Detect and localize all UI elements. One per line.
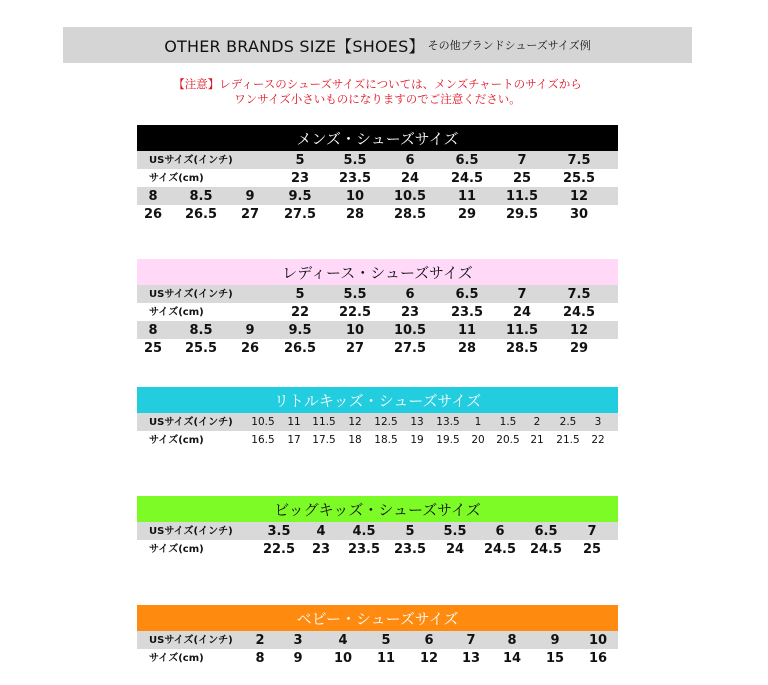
size-cell: 23 bbox=[400, 305, 420, 320]
size-cell: 6.5 bbox=[534, 524, 558, 539]
size-cell: 12 bbox=[348, 416, 362, 428]
size-cell: 9 bbox=[293, 651, 303, 666]
size-cell: 25 bbox=[143, 341, 163, 356]
cm-size-label: サイズ(cm) bbox=[149, 435, 204, 446]
size-cell: 10.5 bbox=[393, 189, 427, 204]
size-cell: 22 bbox=[290, 305, 310, 320]
mens-cm-row-2 bbox=[137, 205, 618, 223]
cm-size-label: サイズ(cm) bbox=[149, 544, 204, 555]
size-cell: 7 bbox=[466, 633, 476, 648]
big-kids-cm-row bbox=[137, 540, 618, 558]
size-cell: 27.5 bbox=[393, 341, 427, 356]
size-cell: 12.5 bbox=[374, 416, 398, 428]
baby-cm-row bbox=[137, 649, 618, 667]
size-cell: 12 bbox=[419, 651, 439, 666]
size-cell: 29 bbox=[569, 341, 589, 356]
big-kids-section-title: ビッグキッズ・シューズサイズ bbox=[137, 496, 618, 522]
size-cell: 6 bbox=[424, 633, 434, 648]
ladies-cm-row-1 bbox=[137, 303, 618, 321]
big-kids-us-row bbox=[137, 522, 618, 540]
size-cell: 23.5 bbox=[347, 542, 381, 557]
size-cell: 9 bbox=[550, 633, 560, 648]
size-cell: 9.5 bbox=[288, 189, 312, 204]
page-title: OTHER BRANDS SIZE【SHOES】 bbox=[164, 36, 425, 56]
size-cell: 8 bbox=[507, 633, 517, 648]
size-cell: 11.5 bbox=[505, 189, 539, 204]
size-cell: 25.5 bbox=[562, 171, 596, 186]
size-cell: 8.5 bbox=[189, 189, 213, 204]
size-cell: 8 bbox=[148, 323, 158, 338]
big-kids-size-table bbox=[137, 496, 618, 558]
mens-section-title: メンズ・シューズサイズ bbox=[137, 125, 618, 151]
mens-us-row-2 bbox=[137, 187, 618, 205]
size-cell: 8.5 bbox=[189, 323, 213, 338]
us-size-label: USサイズ(インチ) bbox=[149, 526, 233, 537]
us-size-label: USサイズ(インチ) bbox=[149, 289, 233, 300]
size-cell: 13 bbox=[461, 651, 481, 666]
size-cell: 29 bbox=[457, 207, 477, 222]
size-cell: 10.5 bbox=[251, 416, 275, 428]
size-cell: 7 bbox=[517, 287, 527, 302]
size-cell: 7 bbox=[517, 153, 527, 168]
size-cell: 26.5 bbox=[283, 341, 317, 356]
size-cell: 24.5 bbox=[529, 542, 563, 557]
size-cell: 24.5 bbox=[450, 171, 484, 186]
size-cell: 11.5 bbox=[505, 323, 539, 338]
size-cell: 28 bbox=[457, 341, 477, 356]
size-cell: 23 bbox=[311, 542, 331, 557]
size-cell: 24.5 bbox=[562, 305, 596, 320]
size-cell: 23.5 bbox=[450, 305, 484, 320]
size-cell: 4.5 bbox=[352, 524, 376, 539]
ladies-cm-row-2 bbox=[137, 339, 618, 357]
size-cell: 11 bbox=[457, 189, 477, 204]
size-cell: 27 bbox=[240, 207, 260, 222]
size-cell: 4 bbox=[316, 524, 326, 539]
size-cell: 20.5 bbox=[496, 434, 520, 446]
size-note bbox=[63, 77, 692, 107]
ladies-us-row-2 bbox=[137, 321, 618, 339]
size-cell: 25.5 bbox=[184, 341, 218, 356]
baby-section-title: ベビー・シューズサイズ bbox=[137, 605, 618, 631]
size-cell: 5.5 bbox=[343, 287, 367, 302]
size-cell: 3 bbox=[594, 416, 602, 428]
size-cell: 10.5 bbox=[393, 323, 427, 338]
size-cell: 30 bbox=[569, 207, 589, 222]
size-cell: 27.5 bbox=[283, 207, 317, 222]
size-cell: 26 bbox=[143, 207, 163, 222]
page-title-banner bbox=[63, 27, 692, 63]
size-cell: 5 bbox=[381, 633, 391, 648]
size-cell: 5 bbox=[295, 287, 305, 302]
size-cell: 12 bbox=[569, 189, 589, 204]
size-cell: 9 bbox=[245, 189, 255, 204]
size-cell: 7.5 bbox=[567, 153, 591, 168]
size-cell: 1 bbox=[474, 416, 482, 428]
size-cell: 21.5 bbox=[556, 434, 580, 446]
size-cell: 10 bbox=[345, 189, 365, 204]
size-cell: 24 bbox=[512, 305, 532, 320]
mens-cm-row-1 bbox=[137, 169, 618, 187]
size-cell: 19 bbox=[410, 434, 424, 446]
little-kids-cm-row bbox=[137, 431, 618, 449]
size-cell: 18 bbox=[348, 434, 362, 446]
size-cell: 28.5 bbox=[505, 341, 539, 356]
size-cell: 25 bbox=[582, 542, 602, 557]
size-cell: 17.5 bbox=[312, 434, 336, 446]
size-cell: 10 bbox=[345, 323, 365, 338]
size-cell: 11.5 bbox=[312, 416, 336, 428]
size-cell: 9 bbox=[245, 323, 255, 338]
size-cell: 16 bbox=[588, 651, 608, 666]
us-size-label: USサイズ(インチ) bbox=[149, 155, 233, 166]
size-cell: 15 bbox=[545, 651, 565, 666]
size-cell: 6 bbox=[405, 287, 415, 302]
size-cell: 5 bbox=[405, 524, 415, 539]
size-cell: 19.5 bbox=[436, 434, 460, 446]
size-note-line-1: 【注意】レディースのシューズサイズについては、メンズチャートのサイズから bbox=[173, 77, 582, 91]
size-cell: 8 bbox=[255, 651, 265, 666]
size-cell: 22.5 bbox=[262, 542, 296, 557]
size-cell: 2 bbox=[533, 416, 541, 428]
size-cell: 18.5 bbox=[374, 434, 398, 446]
cm-size-label: サイズ(cm) bbox=[149, 173, 204, 184]
size-cell: 14 bbox=[502, 651, 522, 666]
size-cell: 24 bbox=[445, 542, 465, 557]
size-cell: 1.5 bbox=[499, 416, 517, 428]
little-kids-size-table bbox=[137, 387, 618, 449]
size-cell: 22.5 bbox=[338, 305, 372, 320]
size-cell: 28.5 bbox=[393, 207, 427, 222]
size-cell: 24.5 bbox=[483, 542, 517, 557]
size-cell: 5 bbox=[295, 153, 305, 168]
mens-size-table bbox=[137, 125, 618, 223]
size-note-line-2: ワンサイズ小さいものになりますのでご注意ください。 bbox=[234, 92, 521, 106]
page-subtitle: その他ブランドシューズサイズ例 bbox=[427, 39, 591, 52]
size-cell: 4 bbox=[338, 633, 348, 648]
size-cell: 17 bbox=[287, 434, 301, 446]
size-cell: 24 bbox=[400, 171, 420, 186]
size-cell: 23.5 bbox=[338, 171, 372, 186]
cm-size-label: サイズ(cm) bbox=[149, 653, 204, 664]
size-cell: 21 bbox=[530, 434, 544, 446]
size-cell: 16.5 bbox=[251, 434, 275, 446]
little-kids-section-title: リトルキッズ・シューズサイズ bbox=[137, 387, 618, 413]
size-cell: 23.5 bbox=[393, 542, 427, 557]
size-cell: 13.5 bbox=[436, 416, 460, 428]
size-cell: 20 bbox=[471, 434, 485, 446]
size-cell: 10 bbox=[588, 633, 608, 648]
size-cell: 3.5 bbox=[267, 524, 291, 539]
size-cell: 6 bbox=[405, 153, 415, 168]
little-kids-us-row bbox=[137, 413, 618, 431]
size-cell: 6.5 bbox=[455, 287, 479, 302]
size-cell: 2 bbox=[255, 633, 265, 648]
size-cell: 23 bbox=[290, 171, 310, 186]
us-size-label: USサイズ(インチ) bbox=[149, 417, 233, 428]
size-cell: 11 bbox=[376, 651, 396, 666]
size-cell: 28 bbox=[345, 207, 365, 222]
us-size-label: USサイズ(インチ) bbox=[149, 635, 233, 646]
ladies-section-title: レディース・シューズサイズ bbox=[137, 259, 618, 285]
size-cell: 7 bbox=[587, 524, 597, 539]
size-cell: 25 bbox=[512, 171, 532, 186]
size-cell: 10 bbox=[333, 651, 353, 666]
size-cell: 27 bbox=[345, 341, 365, 356]
ladies-us-row-1 bbox=[137, 285, 618, 303]
size-cell: 26 bbox=[240, 341, 260, 356]
size-cell: 7.5 bbox=[567, 287, 591, 302]
size-cell: 5.5 bbox=[343, 153, 367, 168]
size-cell: 29.5 bbox=[505, 207, 539, 222]
size-cell: 6.5 bbox=[455, 153, 479, 168]
size-cell: 22 bbox=[591, 434, 605, 446]
baby-size-table bbox=[137, 605, 618, 667]
size-cell: 13 bbox=[410, 416, 424, 428]
size-cell: 6 bbox=[495, 524, 505, 539]
size-cell: 11 bbox=[457, 323, 477, 338]
size-cell: 9.5 bbox=[288, 323, 312, 338]
size-cell: 3 bbox=[293, 633, 303, 648]
cm-size-label: サイズ(cm) bbox=[149, 307, 204, 318]
size-cell: 12 bbox=[569, 323, 589, 338]
size-cell: 2.5 bbox=[559, 416, 577, 428]
size-cell: 5.5 bbox=[443, 524, 467, 539]
ladies-size-table bbox=[137, 259, 618, 357]
baby-us-row bbox=[137, 631, 618, 649]
size-cell: 11 bbox=[287, 416, 301, 428]
size-cell: 8 bbox=[148, 189, 158, 204]
size-cell: 26.5 bbox=[184, 207, 218, 222]
mens-us-row-1 bbox=[137, 151, 618, 169]
